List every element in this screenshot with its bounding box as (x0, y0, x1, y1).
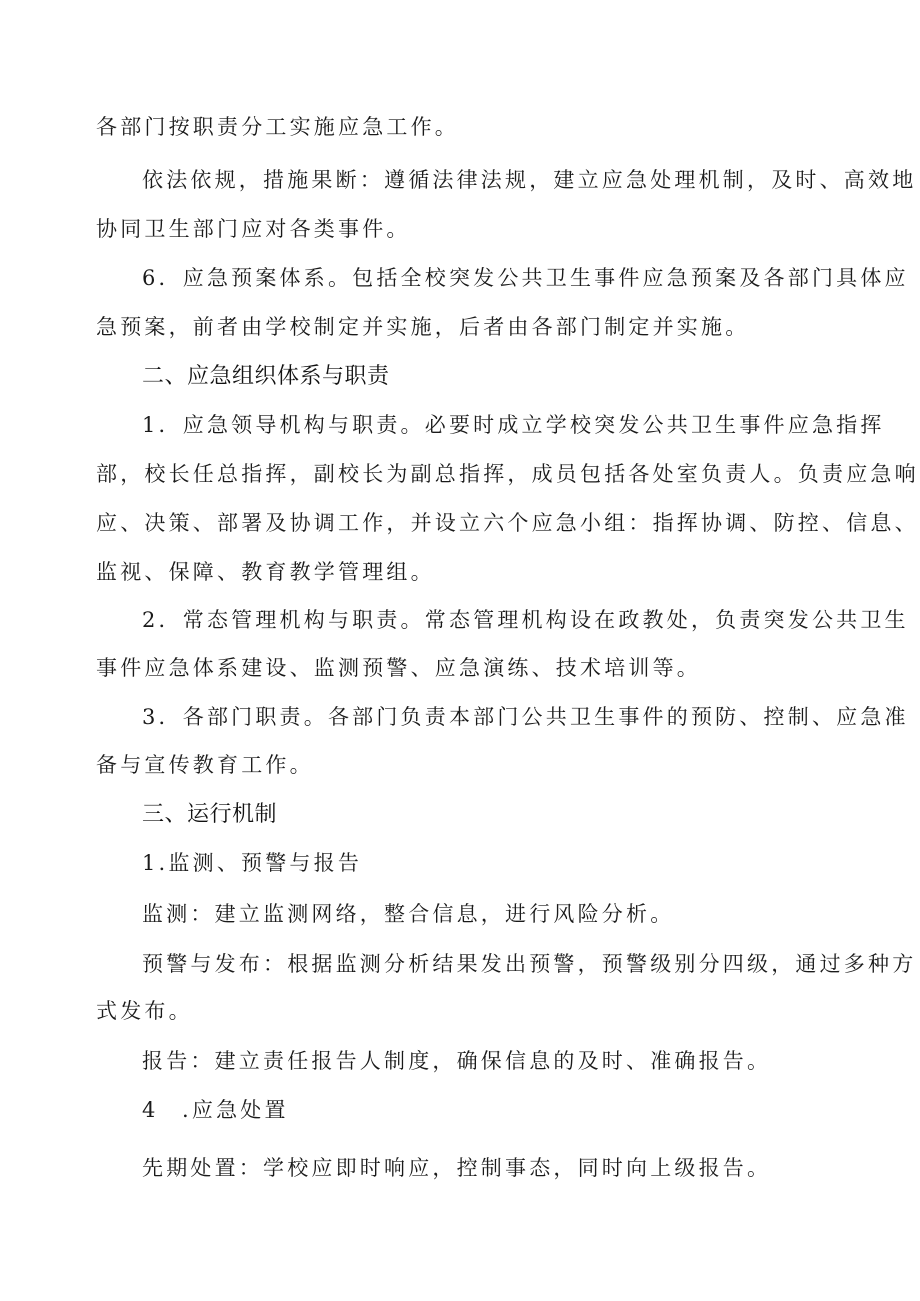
paragraph-line: 部，校长任总指挥，副校长为副总指挥，成员包括各处室负责人。负责应急响 (96, 462, 919, 486)
paragraph-line: 2．常态管理机构与职责。常态管理机构设在政教处，负责突发公共卫生 (142, 608, 909, 632)
paragraph-line: 6．应急预案体系。包括全校突发公共卫生事件应急预案及各部门具体应 (142, 266, 909, 290)
paragraph-line: 协同卫生部门应对各类事件。 (96, 217, 411, 241)
paragraph-line: 1.监测、预警与报告 (142, 851, 363, 875)
paragraph-line: 备与宣传教育工作。 (96, 753, 314, 777)
paragraph-line: 监视、保障、教育教学管理组。 (96, 560, 435, 584)
section-heading-operation: 三、运行机制 (142, 802, 278, 827)
paragraph-line: 应、决策、部署及协调工作，并设立六个应急小组：指挥协调、防控、信息、 (96, 511, 919, 535)
paragraph-line: 式发布。 (96, 999, 193, 1023)
paragraph-line: 监测：建立监测网络，整合信息，进行风险分析。 (142, 902, 675, 926)
paragraph-line: 1．应急领导机构与职责。必要时成立学校突发公共卫生事件应急指挥 (142, 413, 885, 437)
paragraph-line: 预警与发布：根据监测分析结果发出预警，预警级别分四级，通过多种方 (142, 952, 917, 976)
item-title: .应急处置 (182, 1098, 289, 1122)
paragraph-line: 急预案，前者由学校制定并实施，后者由各部门制定并实施。 (96, 315, 750, 339)
paragraph-line: 各部门按职责分工实施应急工作。 (96, 115, 459, 139)
paragraph-line: 事件应急体系建设、监测预警、应急演练、技术培训等。 (96, 656, 701, 680)
paragraph-line: 先期处置：学校应即时响应，控制事态，同时向上级报告。 (142, 1156, 772, 1180)
item-number: 4 (142, 1098, 159, 1122)
paragraph-line: 3．各部门职责。各部门负责本部门公共卫生事件的预防、控制、应急准 (142, 705, 909, 729)
section-heading-organization: 二、应急组织体系与职责 (142, 364, 390, 389)
paragraph-line: 依法依规，措施果断：遵循法律法规，建立应急处理机制，及时、高效地 (142, 168, 917, 192)
subsection-title-emergency-response (142, 1095, 289, 1125)
paragraph-line: 报告：建立责任报告人制度，确保信息的及时、准确报告。 (142, 1049, 772, 1073)
